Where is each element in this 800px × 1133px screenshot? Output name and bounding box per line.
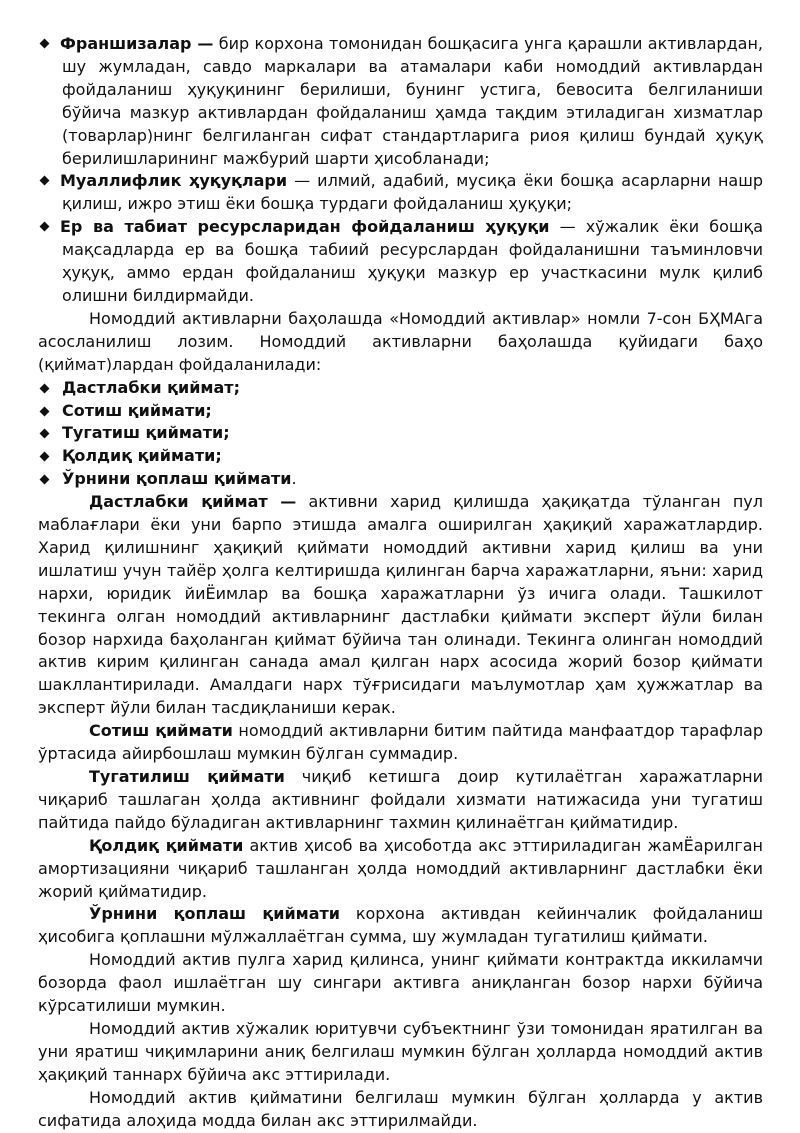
land-rights-text: — хўжалик ёки бошқа мақсадларда ер ва бошқа табиий ресурслардан фойдаланишни таъминловчи ҳуқуқ, аммо ердан фойдаланиш ҳуқуқи мазкур ер участкасини мулк қилиб олишни билдирмайди. <box>62 217 764 305</box>
land-rights-paragraph <box>38 216 763 308</box>
sale-value-text: номоддий активларни битим пайтида манфаатдор тарафлар ўртасида айирбошлаш мумкин бўлган суммадир. <box>38 721 764 764</box>
diamond-bullet-icon <box>40 406 50 416</box>
list-item <box>38 468 763 491</box>
sale-value-paragraph <box>38 720 763 766</box>
valuation-intro-paragraph: Номоддий активларни баҳолашда «Номоддий активлар» номли 7-сон БҲМАга асосланилиш лозим. Номоддий активларни баҳолашда қуйидаги баҳо (қиймат)лардан фойдаланилади: <box>38 308 763 374</box>
list-item-label: Тугатиш қиймати; <box>62 423 230 443</box>
copyright-paragraph <box>38 170 763 216</box>
liquidation-value-term: Тугатилиш қиймати <box>89 767 285 786</box>
liquidation-value-paragraph <box>38 766 763 835</box>
list-item <box>38 445 763 468</box>
diamond-bullet-icon <box>40 222 50 232</box>
residual-value-paragraph <box>38 835 763 904</box>
diamond-bullet-icon <box>40 475 50 485</box>
land-rights-term: Ер ва табиат ресурсларидан фойдаланиш ҳуқуқи <box>60 217 550 237</box>
franchise-paragraph <box>38 33 763 170</box>
replacement-value-term: Ўрнини қоплаш қиймати <box>89 904 341 924</box>
diamond-bullet-icon <box>40 429 50 439</box>
liquidation-value-text: чиқиб кетишга доир кутилаётган харажатларни чиқариб ташлаган ҳолда активнинг фойдали хизмати натижасида уни тугатиш пайтида пайдо бўладиган активларнинг тахмин қилинаётган қийматидир. <box>38 767 763 832</box>
copyright-text: — илмий, адабий, мусиқа ёки бошқа асарларни нашр қилиш, ижро этиш ёки бошқа турдаги фойдаланиш ҳуқуқи; <box>62 171 764 214</box>
list-item-label: Дастлабки қиймат; <box>62 377 240 397</box>
residual-value-term: Қолдиқ қиймати <box>89 835 244 855</box>
valuation-types-list <box>38 377 763 492</box>
contract-price-paragraph: Номоддий актив пулга харид қилинса, унинг қиймати контрактда иккиламчи бозорда фаол ишлаётган шу сингари активга аниқланган бозор нархи бўйича кўрсатилиши мумкин. <box>38 950 763 1016</box>
diamond-bullet-icon <box>40 452 50 462</box>
list-item <box>38 400 763 423</box>
initial-cost-text: активни харид қилишда ҳақиқатда тўланган пул маблағлари ёки уни барпо этишда амалга оширилган ҳақиқий харажатлардир. Харид қилишнинг ҳақиқий қиймати номоддий активни харид қилиш ва уни ишлатиш учун тайёр ҳолга келтиришда қилинган барча харажатларни, яъни: харид нархи, юридик йиЁимлар ва бошқа харажатларни ўз ичига олади. Ташкилот текинга олган номоддий активларнинг дастлабки қиймати эксперт йўли билан бозор нархида баҳоланган қиймат бўйича тан олинади. Текинга олинган номоддий актив кирим қилинган санада амал қилган нарх асосида жорий бозор қиймати шакллантирилади. Амалдаги нарх тўғрисидаги маълумотлар ҳам ҳужжатлар ва эксперт йўли билан тасдиқланиши керак. <box>38 492 763 718</box>
sale-value-term: Сотиш қиймати <box>89 721 233 741</box>
list-item <box>38 422 763 445</box>
initial-cost-term: Дастлабки қиймат — <box>89 492 297 512</box>
replacement-value-text: корхона активдан кейинчалик фойдаланиш ҳисобига қоплашни мўлжаллаётган сумма, шу жумладан тугатилиш қиймати. <box>38 904 764 947</box>
copyright-term: Муаллифлик ҳуқуқлари <box>60 171 288 191</box>
replacement-value-paragraph <box>38 903 763 949</box>
list-item <box>38 377 763 400</box>
diamond-bullet-icon <box>40 39 50 49</box>
separate-item-paragraph: Номоддий актив қийматини белгилаш мумкин бўлган ҳолларда у актив сифатида алоҳида модда билан акс эттирилмайди. <box>38 1087 763 1130</box>
diamond-bullet-icon <box>40 383 50 393</box>
initial-cost-paragraph <box>38 491 763 720</box>
list-item-label: Ўрнини қоплаш қиймати <box>62 469 292 489</box>
list-item-label: Сотиш қиймати; <box>62 400 212 420</box>
list-item-label: Қолдиқ қиймати; <box>62 446 222 466</box>
residual-value-text: актив ҳисоб ва ҳисоботда акс эттириладиган жамЁарилган амортизацияни чиқариб ташланган ҳолда номоддий активларнинг дастлабки ёки жорий қийматидир. <box>38 835 764 901</box>
diamond-bullet-icon <box>40 176 50 186</box>
franchise-text: бир корхона томонидан бошқасига унга қарашли активлардан, шу жумладан, савдо маркалари ва атамалари каби номоддий активлардан фойдаланиш ҳуқуқининг берилиши, бунинг устига, бевосита белгиланиши бўйича мазкур активлардан фойдаланиш ҳамда тақдим этиладиган хизматлар (товарлар)нинг белгиланган сифат стандартларига риоя қилиш бундай ҳуқуқ берилишларининг мажбурий шарти ҳисобланади; <box>62 34 763 168</box>
self-created-paragraph: Номоддий актив хўжалик юритувчи субъектнинг ўзи томонидан яратилган ва уни яратиш чиқимларини аниқ белгилаш мумкин бўлган ҳолларда номоддий актив ҳақиқий таннарх бўйича акс эттирилади. <box>38 1018 763 1084</box>
franchise-term: Франшизалар — <box>60 34 214 53</box>
list-item-suffix: . <box>291 469 297 489</box>
